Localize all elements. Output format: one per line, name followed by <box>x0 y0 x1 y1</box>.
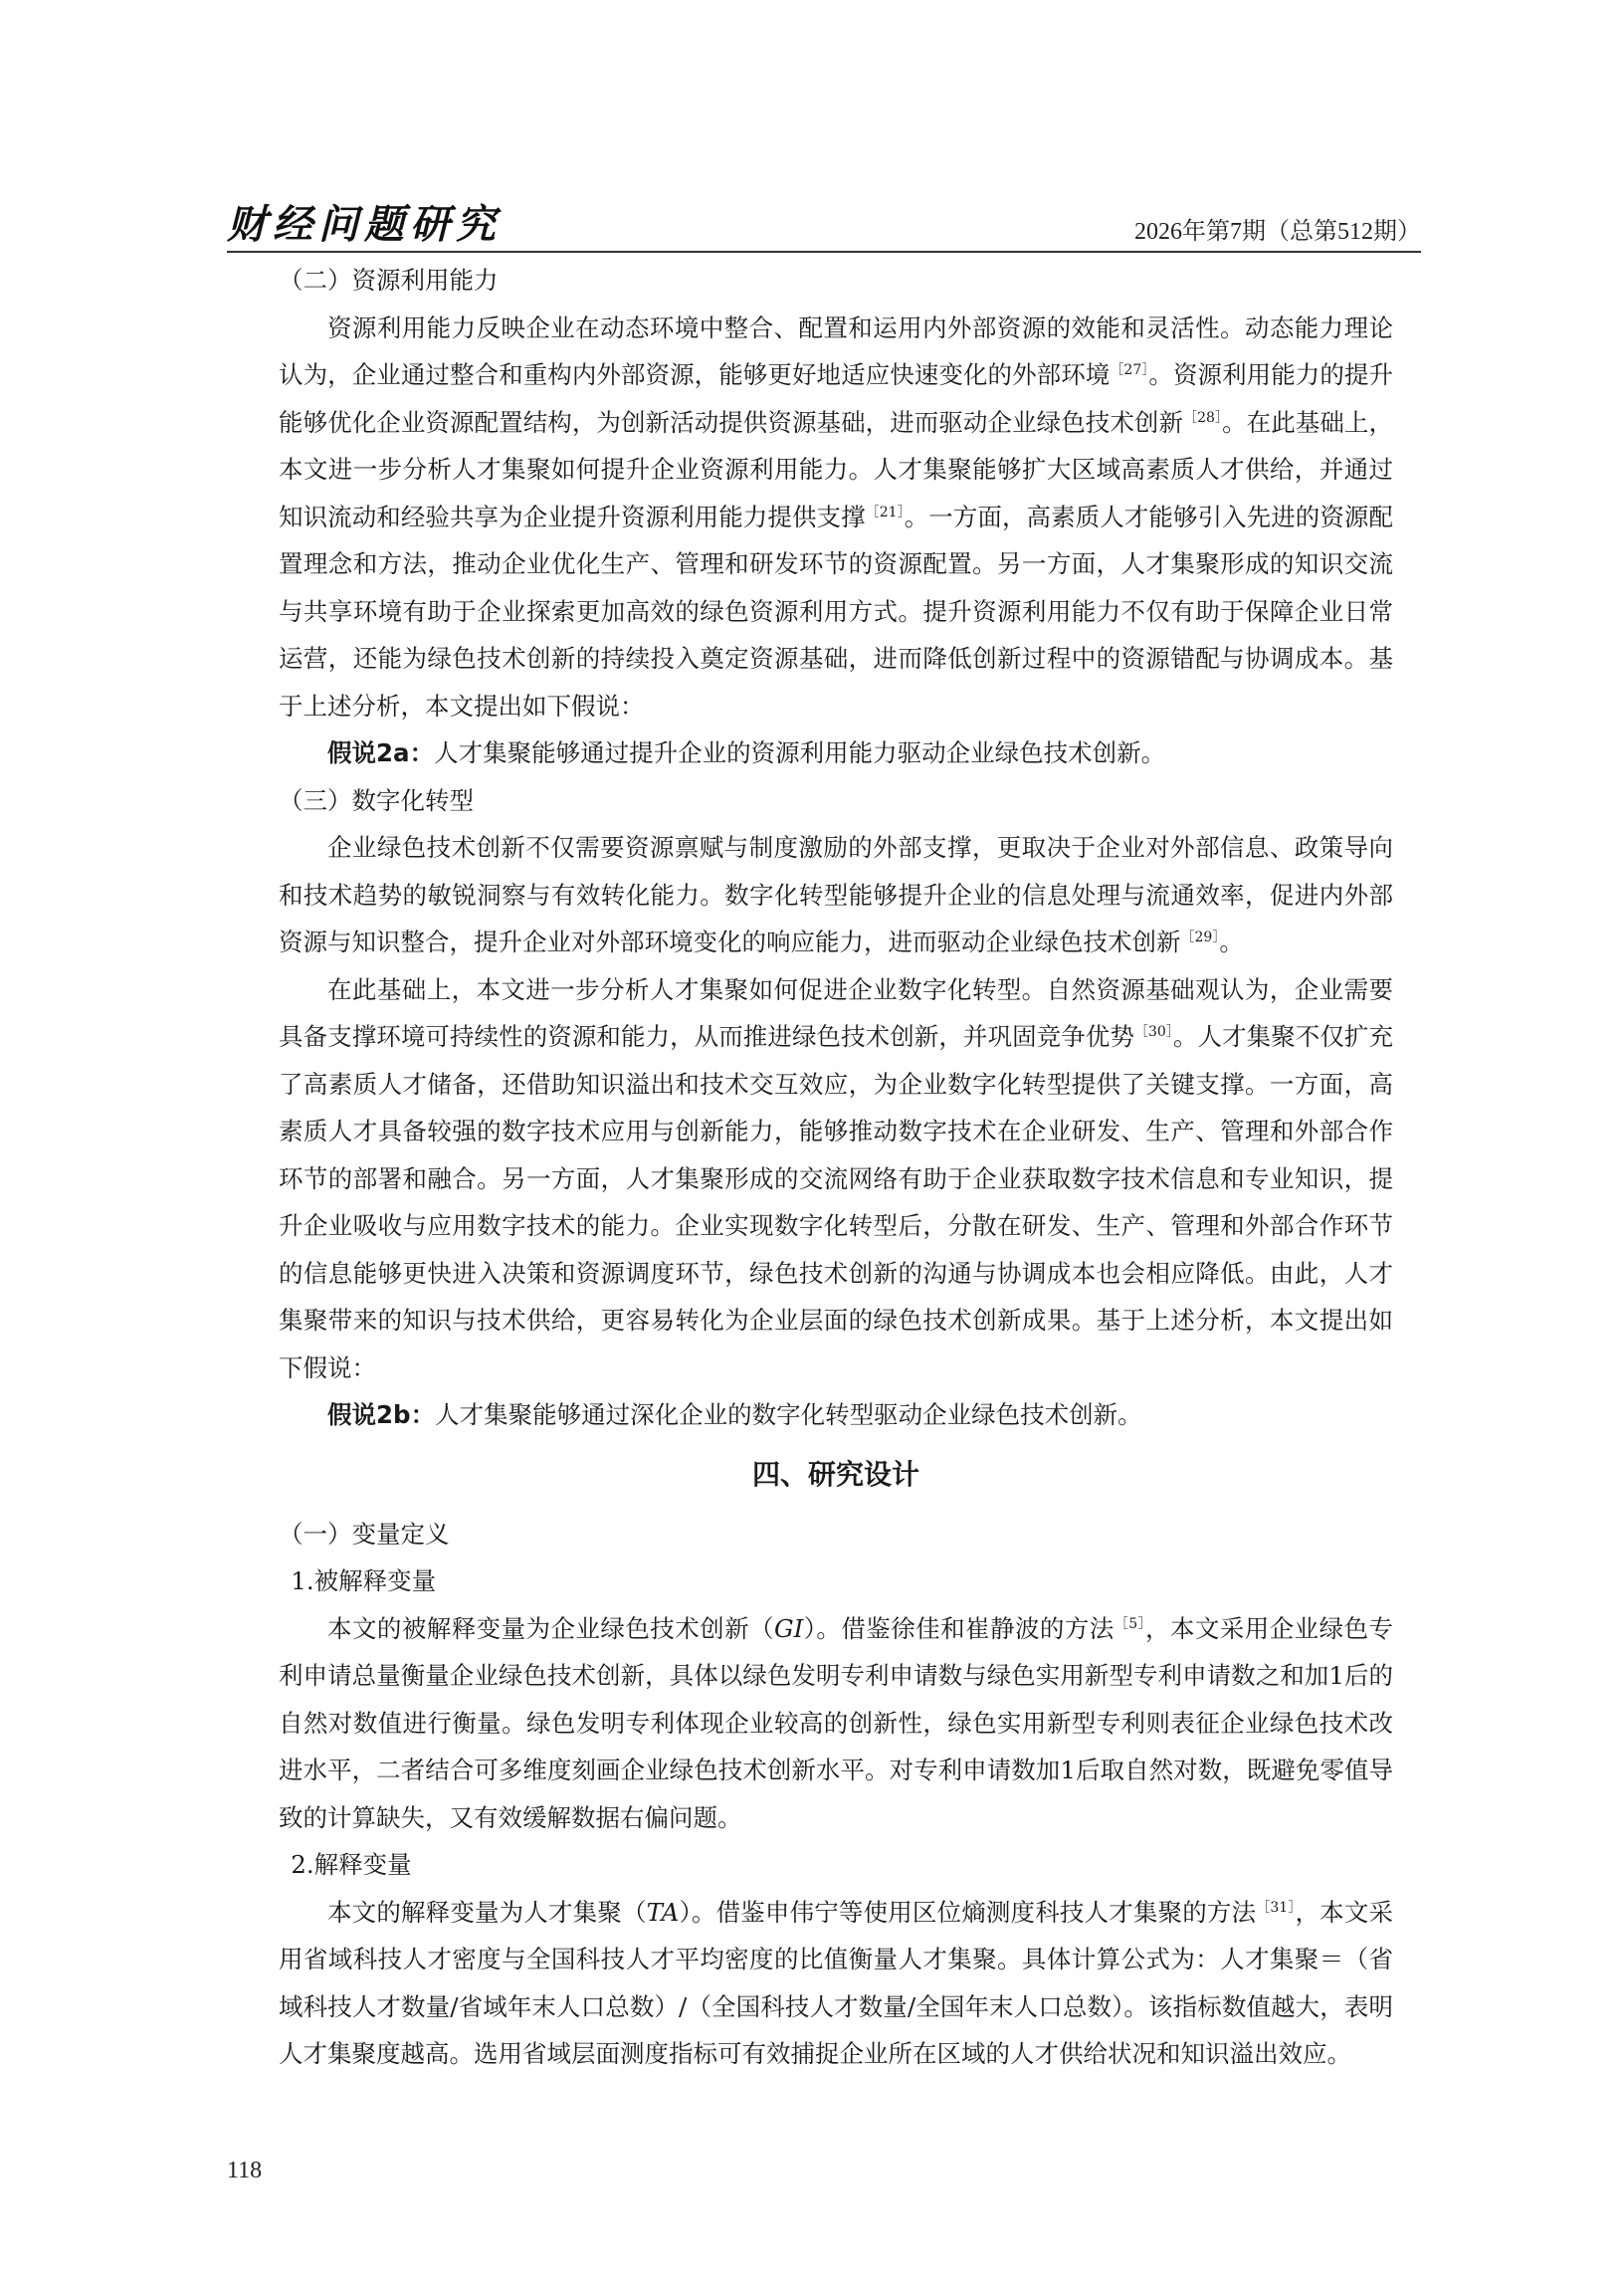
text-run: ，本文采用企业绿色专利申请总量衡量企业绿色技术创新，具体以绿色发明专利申请数与绿色实用新型专利申请数之和加1后的自然对数值进行衡量。绿色发明专利体现企业较高的创新性，绿色实用新型专利则表征企业绿色技术改进水平，二者结合可多维度刻画企业绿色技术创新水平。对专利申请数加1后取自然对数，既避免零值导致的计算缺失，又有效缓解数据右偏问题。 <box>279 1613 1394 1832</box>
hypothesis-text: 人才集聚能够通过提升企业的资源利用能力驱动企业绿色技术创新。 <box>434 738 1166 767</box>
citation-ref[interactable]: ［27］ <box>1110 361 1149 378</box>
hypothesis-text: 人才集聚能够通过深化企业的数字化转型驱动企业绿色技术创新。 <box>435 1400 1142 1429</box>
citation-ref[interactable]: ［31］ <box>1256 1899 1296 1916</box>
variable-symbol: GI <box>774 1613 804 1643</box>
citation-ref[interactable]: ［30］ <box>1133 1023 1173 1040</box>
text-run: 本文的被解释变量为企业绿色技术创新（ <box>327 1613 775 1643</box>
hypothesis-label: 假说2b： <box>327 1400 436 1429</box>
text-run: ，本文采用省域科技人才密度与全国科技人才平均密度的比值衡量人才集聚。具体计算公式为：人才集聚＝（省域科技人才数量/省域年末人口总数）/（全国科技人才数量/全国年末人口总数）。该指标数值越大，表明人才集聚度越高。选用省域层面测度指标可有效捕捉企业所在区域的人才供给状况和知识溢出效应。 <box>279 1897 1394 2068</box>
text-run: 。资源利用能力的提升能够优化企业资源配置结构，为创新活动提供资源基础，进而驱动企业绿色技术创新 <box>279 360 1393 437</box>
hypothesis-2b <box>279 1391 1393 1439</box>
text-run: 。一方面，高素质人才能够引入先进的资源配置理念和方法，推动企业优化生产、管理和研发环节的资源配置。另一方面，人才集聚形成的知识交流与共享环境有助于企业探索更加高效的绿色资源利用方式。提升资源利用能力不仅有助于保障企业日常运营，还能为绿色技术创新的持续投入奠定资源基础，进而降低创新过程中的资源错配与协调成本。基于上述分析，本文提出如下假说： <box>279 502 1393 721</box>
section-title-research-design: 四、研究设计 <box>751 1457 919 1491</box>
journal-logo: 财经问题研究 <box>227 201 502 248</box>
paragraph-resource-utilization <box>279 305 1393 730</box>
issue-info: 2026年第7期（总第512期） <box>1134 219 1421 245</box>
paragraph-digital-transformation-2 <box>279 966 1393 1392</box>
text-run: 在此基础上，本文进一步分析人才集聚如何促进企业数字化转型。自然资源基础观认为，企业需要具备支撑环境可持续性的资源和能力，从而推进绿色技术创新，并巩固竞争优势 <box>279 974 1393 1051</box>
variable-symbol: TA <box>646 1897 680 1927</box>
item-heading-explanatory-variable: 2.解释变量 <box>291 1850 412 1879</box>
section-heading-resource-utilization: （二）资源利用能力 <box>279 266 499 295</box>
section-heading-digital-transformation: （三）数字化转型 <box>279 785 474 815</box>
running-header <box>227 193 1421 249</box>
citation-ref[interactable]: ［21］ <box>865 504 905 520</box>
header-rule <box>227 251 1421 253</box>
text-run: 。在此基础上，本文进一步分析人才集聚如何提升企业资源利用能力。人才集聚能够扩大区域高素质人才供给，并通过知识流动和经验共享为企业提升资源利用能力提供支撑 <box>279 407 1393 531</box>
article-body <box>279 257 1393 2078</box>
subsection-heading-variable-definition: （一）变量定义 <box>279 1519 450 1549</box>
hypothesis-label: 假说2a： <box>327 738 435 767</box>
text-run: 。人才集聚不仅扩充了高素质人才储备，还借助知识溢出和技术交互效应，为企业数字化转型提供了关键支撑。一方面，高素质人才具备较强的数字技术应用与创新能力，能够推动数字技术在企业研发、生产、管理和外部合作环节的部署和融合。另一方面，人才集聚形成的交流网络有助于企业获取数字技术信息和专业知识，提升企业吸收与应用数字技术的能力。企业实现数字化转型后，分散在研发、生产、管理和外部合作环节的信息能够更快进入决策和资源调度环节，绿色技术创新的沟通与协调成本也会相应降低。由此，人才集聚带来的知识与技术供给，更容易转化为企业层面的绿色技术创新成果。基于上述分析，本文提出如下假说： <box>279 1022 1394 1382</box>
citation-ref[interactable]: ［28］ <box>1183 409 1223 426</box>
paragraph-digital-transformation-1 <box>279 824 1393 966</box>
citation-ref[interactable]: ［5］ <box>1114 1615 1145 1632</box>
text-run: 企业绿色技术创新不仅需要资源禀赋与制度激励的外部支撑，更取决于企业对外部信息、政策导向和技术趋势的敏锐洞察与有效转化能力。数字化转型能够提升企业的信息处理与流通效率，促进内外部资源与知识整合，提升企业对外部环境变化的响应能力，进而驱动企业绿色技术创新 <box>279 833 1393 956</box>
citation-ref[interactable]: ［29］ <box>1180 929 1220 945</box>
text-run: ）。借鉴徐佳和崔静波的方法 <box>803 1613 1115 1643</box>
hypothesis-2a <box>279 729 1393 777</box>
item-heading-dependent-variable: 1.被解释变量 <box>291 1566 437 1595</box>
text-run: 。 <box>1219 928 1244 956</box>
paragraph-explanatory-variable <box>279 1889 1393 2078</box>
page-number: 118 <box>227 2158 263 2183</box>
paragraph-dependent-variable <box>279 1605 1393 1842</box>
text-run: 本文的解释变量为人才集聚（ <box>327 1897 647 1927</box>
text-run: 资源利用能力反映企业在动态环境中整合、配置和运用内外部资源的效能和灵活性。动态能力理论认为，企业通过整合和重构内外部资源，能够更好地适应快速变化的外部环境 <box>279 312 1393 389</box>
text-run: ）。借鉴申伟宁等使用区位熵测度科技人才集聚的方法 <box>679 1897 1257 1927</box>
